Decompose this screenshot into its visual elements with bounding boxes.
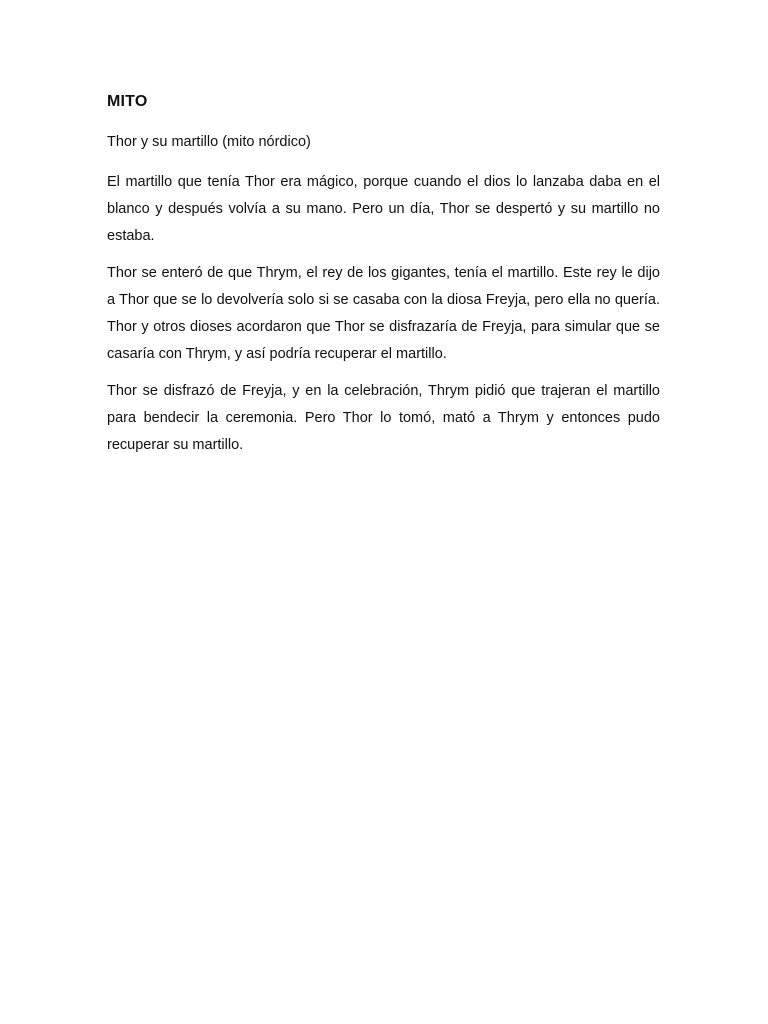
paragraph-1: El martillo que tenía Thor era mágico, porque cuando el dios lo lanzaba daba en el blanco y después volvía a su mano. Pero un día, Thor se despertó y su martillo no estaba.	[107, 174, 660, 244]
document-subtitle: Thor y su martillo (mito nórdico)	[107, 134, 311, 150]
paragraph-2: Thor se enteró de que Thrym, el rey de los gigantes, tenía el martillo. Este rey le dijo a Thor que se lo devolvería solo si se casaba con la diosa Freyja, pero ella no quería. Thor y otros dioses acordaron que Thor se disfrazaría de Freyja, para simular que se casaría con Thrym, y así podría recuperar el martillo.	[107, 265, 660, 362]
document-body	[107, 92, 660, 459]
document-title: MITO	[107, 93, 148, 110]
paragraph-3: Thor se disfrazó de Freyja, y en la celebración, Thrym pidió que trajeran el martillo para bendecir la ceremonia. Pero Thor lo tomó, mató a Thrym y entonces pudo recuperar su martillo.	[107, 383, 660, 453]
